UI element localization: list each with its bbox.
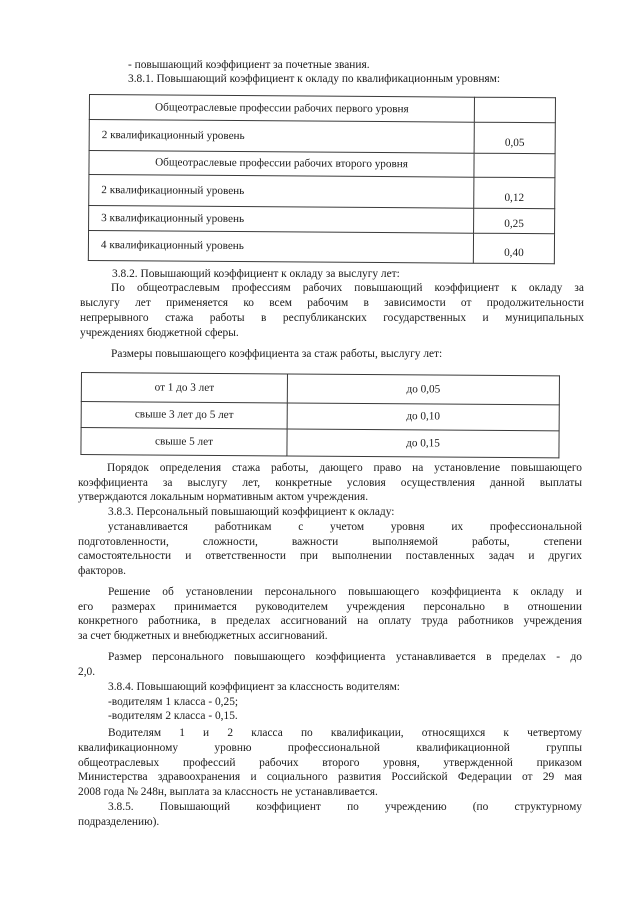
table-row [88,231,554,264]
paragraph-line: Министерства здравоохранения и социального развития Российской Федерации от 29 мая [78,771,582,783]
list-item: -водителям 1 класса - 0,25; [108,696,239,708]
table-cell-value: 0,12 [474,177,555,209]
paragraph-line: квалификационному уровню профессиональной квалификационной группы [78,742,582,754]
section-3-8-5-heading: 3.8.5. Повышающий коэффициент по учреждению (по структурному [108,801,582,813]
table-row [89,175,555,209]
section-3-8-1-heading: 3.8.1. Повышающий коэффициент к окладу по квалификационным уровням: [128,73,501,85]
paragraph-line: Размер персонального повышающего коэффициента устанавливается в пределах - до [108,651,582,663]
paragraph-line: подготовленности, сложности, важности выполняемой работы, степени [78,536,582,548]
paragraph-line: Решение об установлении персонального повышающего коэффициента к окладу и [108,586,582,598]
table-cell-value [474,97,555,123]
table-cell-label: Общеотраслевые профессии рабочих второго уровня [89,151,474,178]
paragraph-line: подразделению). [78,816,160,828]
table-cell-value: 0,25 [474,208,555,234]
table-cell-label: 2 квалификационный уровень [89,120,474,154]
list-item: -водителям 2 класса - 0,15. [108,710,238,722]
table-cell-period: свыше 3 лет до 5 лет [81,402,287,429]
section-3-8-3-heading: 3.8.3. Персональный повышающий коэффициент к окладу: [108,506,395,518]
paragraph-line: факторов. [78,565,126,577]
paragraph-line: за счет бюджетных и внебюджетных ассигнований. [78,630,328,642]
paragraph-line: 2008 года № 248н, выплата за классность не устанавливается. [78,786,378,798]
qualification-levels-table [88,94,556,264]
paragraph-line: 2,0. [78,666,96,678]
table-row [81,373,559,405]
seniority-table [80,372,560,458]
paragraph-line: устанавливается работникам с учетом уровня их профессиональной [108,521,582,533]
seniority-sizes-heading: Размеры повышающего коэффициента за стаж работы, выслугу лет: [111,348,443,360]
paragraph-line: общеотраслевых профессий рабочих второго уровня, утвержденной приказом [78,757,582,769]
table-cell-value [474,153,555,178]
paragraph-line: выслугу лет применяется ко всем рабочим в зависимости от продолжительности [80,297,584,309]
table-cell-value: до 0,05 [287,374,559,405]
paragraph-line: По общеотраслевым профессиям рабочих повышающий коэффициент к окладу за [111,282,584,294]
table-cell-label: 2 квалификационный уровень [89,175,474,209]
intro-line: - повышающий коэффициент за почетные звания. [128,59,370,71]
section-3-8-2-heading: 3.8.2. Повышающий коэффициент к окладу за выслугу лет: [112,268,400,280]
table-cell-value: 0,40 [473,233,554,264]
table-row [89,120,555,154]
table-row [89,95,555,123]
paragraph-line: самостоятельности и ответственности при выполнении поставленных задач и других [78,550,582,562]
paragraph-line: непрерывного стажа работы в республиканских государственных и муниципальных [80,312,584,324]
table-cell-period: свыше 5 лет [81,428,287,456]
paragraph-line: конкретного работника, в пределах ассигнований на оплату труда работников учреждения [78,615,582,627]
table-row [89,151,555,178]
table-cell-period: от 1 до 3 лет [81,373,287,403]
table-cell-value: до 0,15 [287,429,559,458]
paragraph-line: утверждаются локальным нормативным актом учреждения. [78,491,369,503]
paragraph-line: Водителям 1 и 2 класса по квалификации, относящихся к четвертому [108,727,582,739]
section-3-8-4-heading: 3.8.4. Повышающий коэффициент за классность водителям: [108,681,400,693]
table-row [89,206,555,234]
table-cell-label: Общеотраслевые профессии рабочих первого уровня [89,95,474,123]
paragraph-line: его размерах принимается руководителем учреждения персонально в отношении [78,601,582,613]
paragraph-line: коэффициента за выслугу лет, конкретные условия осуществления данной выплаты [78,477,582,489]
table-cell-value: до 0,10 [287,403,559,431]
table-cell-label: 4 квалификационный уровень [88,231,473,264]
paragraph-line: Порядок определения стажа работы, дающего право на установление повышающего [107,462,582,474]
table-cell-label: 3 квалификационный уровень [89,206,474,234]
table-row [81,402,559,431]
table-row [81,428,559,458]
table-cell-value: 0,05 [474,122,555,154]
paragraph-line: учреждениях бюджетной сферы. [80,327,239,339]
